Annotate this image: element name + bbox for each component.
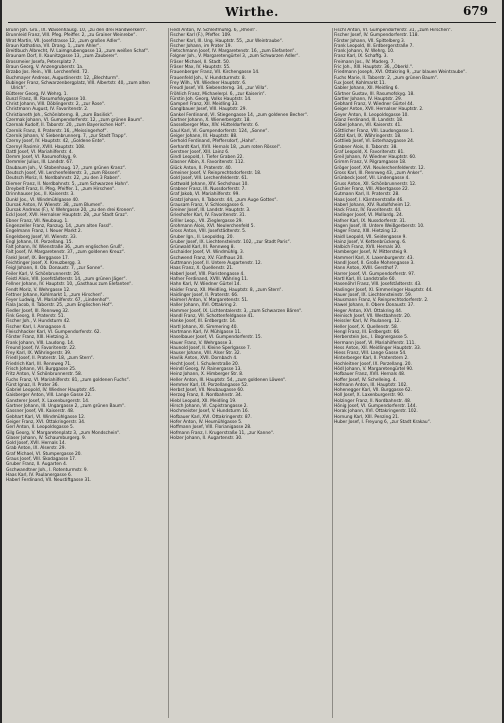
directory-entry: Greiner Josef, III. Landstr. Hauptstr. 3. <box>170 208 251 214</box>
directory-entry: Hammer Josef, IX. Lichtentalerstr. 3, „zum Schwarzen Bären“. <box>170 308 303 314</box>
directory-entry: Ganglbauer Josef, VIII. Hauptstr. 29. <box>170 107 247 113</box>
directory-entry: Dunkl Jos., VI. Windmühlgasse 40. <box>6 197 80 203</box>
directory-entry: Glück Anton, II. Praterstr. 40. <box>170 165 233 171</box>
directory-entry: Hinterberger Karl, II. Praterstern 2. <box>334 356 409 362</box>
directory-entry: Feiler Karl, V. Schönbrunnerstr. 26. <box>6 271 81 277</box>
directory-entry: Fischer Karl (F.), Pfeffer. 109. <box>170 33 232 39</box>
directory-entry: Gartner Johann, III. Ungargasse 2, „zum grünen Baum“. <box>6 404 126 410</box>
directory-entry: Czernik Franz, II. Praterstr. 16, „Meissingerhof“. <box>6 128 108 134</box>
directory-entry: Christmann August, IV. Favoritenstr. 2. <box>6 107 89 113</box>
directory-entry: Fuchs Marie, II. Taborstr. 2, „zum grünen Baum“. <box>334 75 439 81</box>
directory-entry: Göbel Johann, VII. Kaiserstr. 41. <box>334 123 402 129</box>
directory-entry: Fink Georg, II. Praterstr. 51. <box>6 314 65 320</box>
directory-entry: Graf Michael, VI. Stumpergasse 20. <box>6 451 82 457</box>
directory-entry: Gröger Josef, XVI. Neulerchenfelderstr. 12. <box>334 165 425 171</box>
directory-entry: Holl Josef, X. Laxenburgerstr. 90. <box>334 393 405 399</box>
directory-entry: Hagen Josef, III. Untere Weißgerberstr. 10. <box>334 223 425 229</box>
directory-entry: Gartler Johann, IV. Hauptstr. 29. <box>334 96 403 102</box>
directory-entry: Frank Johann, IV. Wehrg. 10. <box>334 49 395 55</box>
directory-entry: Frey Karl, IX. Währingerstr. 39. <box>6 351 72 357</box>
directory-entry: Heinz Johann, X. Himberger Str. 8. <box>170 372 244 378</box>
directory-entry: Fischer Josef, IV. Gumpendorferstr. 118. <box>334 33 419 39</box>
directory-entry: Deutsch Josef, VII. Lerchenfelderstr. 3, „zum Rösserl“. <box>6 171 122 177</box>
directory-entry: Engelmann Franz, I. Neuer Markt 2. <box>6 229 83 235</box>
directory-entry: Göttlicher Franz, VIII. Laudongasse 1. <box>334 128 415 134</box>
directory-entry: Frank Johann, VIII. Laudong. 14. <box>6 340 75 346</box>
directory-entry: Feistl Alois, VIII. Josefstädterstr. 14, „zum grünen Jäger“. <box>6 276 127 282</box>
directory-entry: Gerhold Ferdinand, Pfeffersdorf, „Hahn“. <box>170 139 257 145</box>
directory-entry: Gruss Anton, XII. Schönbrunnerstr. 12. <box>334 181 417 187</box>
directory-entry: Hofbauer Karl, XVI. Ottakringerstr. 87. <box>170 414 252 420</box>
directory-entry: Fischer Johann, im Prater 19. <box>170 43 232 49</box>
directory-entry: Haslinger Josef, XI. Simmeringer Hauptstr. 44. <box>334 287 433 293</box>
directory-entry: Heinisch Josef, VII. Westbahnstr. 20. <box>334 314 412 320</box>
directory-entry: Horak Johann, XVI. Ottakringerstr. 102. <box>334 409 418 415</box>
directory-entry: Freimann Jos., IV. Maderg. 7. <box>334 59 395 65</box>
directory-entry: Fux Josef, Kohlmarkt 11. <box>334 80 386 86</box>
directory-entry: Hartmann Karl, IV. Mühlgasse 11. <box>170 329 242 335</box>
directory-entry: Hainz Josef, V. Kettenbrückeng. 6. <box>334 239 407 245</box>
directory-entry: Ebner Franz, VII. Neubaug. 1. <box>6 218 69 224</box>
directory-entry: Fräser Max, IV. Hauptstr. 55. <box>170 65 231 71</box>
directory-entry: Hartl Karl, III. Landstraße 60. <box>334 276 396 282</box>
directory-entry: Fiedler Josef, III. Rennweg 32. <box>6 308 70 314</box>
directory-entry: Handl Franz, VII. Schottenfeldgasse 41. <box>170 314 255 320</box>
directory-entry: Hasenöhrl Franz, VIII. Josefstädterstr. 43. <box>334 282 422 288</box>
directory-entry: Dattl Josef, VI. Mariahilferstr. 4. <box>6 149 73 155</box>
directory-entry: Freund Josef, IV. Favoritenstr. 22. <box>6 345 77 351</box>
directory-entry: Gaul Karl, VI. Gumpendorferstr. 124, „Sonne“. <box>170 128 269 134</box>
directory-entry: Frank Leopold, III. Erdbergerstraße 7. <box>334 43 414 49</box>
directory-entry: Fürstin Joh. Georg, Volks Hauptstr. 14. <box>170 96 252 102</box>
directory-entry: Hager Franz, XIII. Hietzing 12. <box>334 229 398 235</box>
directory-entry: Fettner Johann, Kohlmarkt 1, „zum Hirschen“. <box>6 292 104 298</box>
directory-entry: Glanz Ferdinand, III. Landstr. 18. <box>334 118 404 124</box>
directory-entry: Engl Johann, IX. Porzellang. 15. <box>6 239 73 245</box>
directory-entry: Geiger Anton, XVII. Hernalser Hauptstr. 2. <box>334 107 424 113</box>
directory-entry: Hess Anton, XII. Meidlinger Hauptstr. 33. <box>334 345 422 351</box>
header-rule <box>8 22 496 23</box>
directory-entry: Hafner Karl, IX. Nussdorferstr. 31. <box>334 218 407 224</box>
directory-entry: Breitlbuch Albrecht, IV. Laimgrubengasse 13, „zum weißen Schaf“. <box>6 49 150 55</box>
directory-entry: Glaser Johann, IV. Schaumburgerg. 9. <box>6 435 87 441</box>
directory-entry: Demm Josef, VI. Rasumofskyg. 9. <box>6 155 78 161</box>
column-1 <box>6 28 166 718</box>
directory-entry: Fischer Karl, I. Annagasse 4. <box>6 324 67 330</box>
directory-entry: Havlik Anton, XVII. Dornbach 4. <box>170 356 238 362</box>
directory-entry: Gartner Johann, X. Wienerbergstr. 18. <box>170 118 251 124</box>
directory-entry: Gratzl Johann, II. Taborstr. 44, „zum Auge Gottes“. <box>170 197 278 203</box>
directory-entry: Fiala Jacob, II. Taborstr. 25, „zum Englischen Hof“. <box>6 303 114 309</box>
directory-entry: Hiebl Leopold, XII. Meidling 19. <box>170 398 237 404</box>
directory-entry: Buchmayer Andreas, Augustinerstr. 12, „Blechturm“. <box>6 75 120 81</box>
directory-entry: Folgner Joh., V. Margaretengürtel 3, „zum Schwarzen Adler“. <box>170 54 300 60</box>
directory-entry: Czerny Josef, IV. Hauptstr. 42, „Goldene Ente“. <box>6 139 106 145</box>
directory-entry: Gross Karl, III. Rennweg 43, „zum Anker“. <box>334 171 424 177</box>
directory-entry: Gruber Franz, II. Augarten 4. <box>6 462 68 468</box>
directory-entry: Fellner Johann, IV. Hauptstr. 10, „Gasthaus zum Elefanten“. <box>6 282 133 288</box>
directory-entry: Hann Anton, XVIII. Gersthof 7. <box>334 266 399 272</box>
directory-entry: Fischer Karl, III. Ung. Hauptstr. 55, „zur Weintraube“. <box>170 38 284 44</box>
directory-entry: Haider Franz, XII. Meidling, Hauptstr. 8, „zum Stern“. <box>170 287 283 293</box>
directory-entry: Fleischhacker Karl, VI. Gumpendorferstr. 62. <box>6 329 101 335</box>
directory-entry: Haidl Leopold, VII. Seidengasse 9. <box>334 234 407 240</box>
directory-entry: Falt Johann, IV. Wienstraße 36, „zum englischen Gruß“. <box>6 245 124 251</box>
directory-entry: Grohmann Alois, XVI. Neulerchenfeld 5. <box>170 223 255 229</box>
directory-entry: Gilg Georg, V. Margaretenplatz 3, „zum Mondschein“. <box>6 430 121 436</box>
directory-entry: Grieshofer Karl, IV. Favoritenstr. 31. <box>170 213 247 219</box>
directory-entry: Franz Karl, IX. Schaffg. 3. <box>334 54 388 60</box>
directory-entry: Gamperl Franz, XII. Meidling 33. <box>170 102 239 108</box>
directory-entry: Gottlieb Josef, VI. Esterhazygasse 24. <box>334 139 415 145</box>
directory-entry: Gold Josef, XVII. Hernals 14. <box>6 441 66 447</box>
directory-entry: Frisch Johann, VII. Burggasse 25. <box>6 367 77 372</box>
directory-entry: Hofmann Anton, III. Hauptstr. 102. <box>334 382 408 388</box>
directory-entry: Förster Franz, XIII. Hietzing 3. <box>6 335 70 341</box>
column-3 <box>334 28 494 718</box>
directory-entry: Haberl Josef, VIII. Piaristengasse 4. <box>170 271 245 277</box>
directory-entry: Haselbauer Josef, VI. Gumpendorferstr. 15. <box>170 335 263 341</box>
directory-entry: Bunzl Franz, III. Rasumofskygasse 10. <box>6 96 87 102</box>
directory-entry: Heller Josef, X. Quellenstr. 58. <box>334 324 399 330</box>
directory-entry: Hohenegger Karl, VII. Burggasse 62. <box>334 388 412 394</box>
directory-entry: Hermann Josef, VI. Mariahilferstr. 111. <box>334 340 416 346</box>
page-title: Wirthe. <box>225 5 279 19</box>
directory-entry: Hack Franz, IV. Favoritenstr. 44. <box>334 208 402 214</box>
directory-entry: Hawel Johann, II. Obere Donaustr. 37. <box>334 303 415 309</box>
directory-entry: Grabner Franz, IX. Nussdorferstr. 7. <box>170 186 246 192</box>
directory-entry: Gindl Leopold, I. Tiefer Graben 22. <box>170 155 244 161</box>
directory-entry: Braunam Dorf, II. Kaunitzgasse 13, „zum Zauberer“. <box>6 54 119 60</box>
directory-entry: Frauenfeld Joh., V. Hundsturmstr. 8. <box>170 75 246 81</box>
directory-entry: Haimerl Anton, V. Margaretenstr. 51. <box>170 298 249 304</box>
directory-entry: Falt Josef, IV. Margaretenstr. 37, „zum goldenen Kreuz“. <box>6 250 126 256</box>
directory-entry: Heindl Georg, IV. Rainergasse 13. <box>170 367 242 372</box>
directory-entry: Engenzeller Franz, Ranzug. 14, „zum alten Fassl“. <box>6 223 113 229</box>
directory-entry: Grünwald Karl, III. Rennweg 8. <box>170 245 235 251</box>
directory-entry: Gebhart Karl, VI. Windmühlgasse 12. <box>6 414 86 420</box>
directory-entry: Grabner Alois, II. Taborstr. 38. <box>334 144 398 150</box>
directory-entry: Hödl Johann, V. Margaretengürtel 90. <box>334 367 414 372</box>
directory-entry: Haller Johann, XVI. Ottakring 2. <box>170 303 238 309</box>
directory-entry: Herbst Josef, VII. Neubaugasse 60. <box>170 388 245 394</box>
directory-entry: Brunn Joh. Gro., IX. Waisenhausg. 10, „zu den drei Handwerkern“. <box>6 28 148 33</box>
directory-entry: Hoffmann Josef, VIII. Florianigasse 28. <box>170 425 252 431</box>
directory-entry: Holzinger Franz, II. Nordbahnstr. 48. <box>334 398 412 404</box>
directory-entry: Hirsch Johann, VI. Capistrangasse 2. <box>170 404 248 410</box>
column-2 <box>170 28 330 718</box>
column-divider <box>332 28 333 718</box>
directory-entry: Herberstein Jos., I. Bognergasse 5. <box>334 335 409 341</box>
directory-entry: Fischer Joh., V. Hundsturm 42. <box>6 319 71 325</box>
directory-entry: Greil Johann, IV. Wiedner Hauptstr. 60. <box>334 155 417 161</box>
directory-entry: Hecht Josef, I. Schulerstraße 20. <box>170 361 240 367</box>
directory-entry: Huber Josef, I. Freyung 6, „zur Stadt Krakau“. <box>334 419 432 425</box>
directory-entry: Graf Jakob, VI. Mariahilferstr. 99. <box>170 192 240 198</box>
directory-entry: Haas Josef, I. Kärntnerstraße 46. <box>334 197 404 203</box>
directory-entry: Heger Anton, XVI. Ottakring 44. <box>334 308 403 314</box>
directory-entry: Hoffer Josef, IV. Schelleing. 4. <box>334 377 397 383</box>
directory-entry: Gaisberger Anton, VIII. Lange Gasse 22. <box>6 393 92 399</box>
directory-entry: Heissler Karl, IV. Paulanerg. 12. <box>334 319 401 325</box>
directory-entry: Hausmann Franz, V. Reinprechtsdorferstr. 2. <box>334 298 429 304</box>
directory-entry: Fric Joh., XIII. Hauptstr. 36, „Oberkl.“. <box>334 65 414 71</box>
directory-entry: Diemer Franz, II. Nordbahnstr. 5, „zum Schwarzen Hahn“. <box>6 181 130 187</box>
directory-entry: Haberl Johann, XIV. Rudolfsheim 12. <box>334 202 412 208</box>
directory-entry: Gebhard Franz, V. Wiedner Gürtel 44. <box>334 102 414 108</box>
directory-entry: Czernik Johann, V. Siebenbrunnerg. 7, „zur Stadt Trapp“. <box>6 133 128 139</box>
directory-entry: Herzog Franz, II. Nordbahnstr. 34. <box>170 393 243 399</box>
directory-entry: Brzabo Jos. Rein., VIII. Lerchenfeld. 72. <box>6 70 89 76</box>
directory-columns <box>6 28 498 718</box>
directory-entry: Demmler Julius, III. Landstr. 67. <box>6 160 74 166</box>
directory-entry: Hanke Josef, III. Erdbergstr. 14. <box>170 319 237 325</box>
directory-entry: Friedmann Joseph, XVI. Ottakring 9, „zur blauen Weintraube“. <box>334 70 467 76</box>
directory-entry: Harrer Josef, VI. Gumpendorferstr. 97. <box>334 271 416 277</box>
directory-entry: Förster Johann, VII. Spittelberg 3. <box>334 38 406 44</box>
directory-entry: Holzer Johann, II. Augartenstr. 30. <box>170 435 243 441</box>
directory-entry: Czernyl Rasimir, XVIII. Hauptstr. 108. <box>6 144 86 150</box>
directory-entry: Friedrich Karl, III. Rennweg 71. <box>6 361 72 367</box>
directory-entry: Fritz Anton, V. Schönbrunnerstr. 58. <box>6 372 83 378</box>
directory-entry: Halbich Franz, XVII. Hernals 30. <box>334 245 402 251</box>
directory-entry: Gankel Ferdinand, VI. Stiegengasse 14, „zum goldenen Becher“. <box>170 112 309 118</box>
directory-entry: Gschaider Josef, VI. Windmühlg. 3. <box>170 250 245 256</box>
directory-entry: Gerstner Josef, XIII. Lainz 6. <box>170 149 230 155</box>
directory-entry: Götzl Karl, IX. Währingerstr. 18. <box>334 133 402 139</box>
directory-entry: Gutmann Karl, II. Praterstr. 28. <box>334 192 400 198</box>
directory-entry: Bubinger Franz, Schwarzenbergplatz, VIII. Albertstr. 40, „zum alten Ulrich“. <box>6 80 150 92</box>
directory-entry: Hauer Franz, V. Wehrgasse 3. <box>170 340 233 346</box>
directory-entry: Friedl Josef, II. Praterstr. 18, „zum Stern“. <box>6 356 95 362</box>
directory-entry: Dreybelt Franz, II. Pfeg. Pfeiffer. 1, „zum Hirschen“. <box>6 186 116 192</box>
directory-entry: Fuchs Franz, VI. Mariahilferstr. 81, „zum goldenen Fuchs“. <box>6 377 131 383</box>
directory-entry: Fröhlich Franz, Michaelerpl. 6, „zur Kaiserin“. <box>170 91 267 97</box>
directory-entry: Drinnhauser Jos., II. Kaiserstr. 3. <box>6 192 75 198</box>
directory-entry: Hengl Franz, III. Erdbergstr. 66. <box>334 329 401 335</box>
directory-entry: Christ Johann, VIII. Döblingerstr. 2, „zur Rose“. <box>6 102 106 108</box>
directory-entry: Gold Josef, VIII. Lerchenfelderstr. 61. <box>170 176 249 182</box>
directory-entry: Daubaum Joh., V. Stobenhaug. 17, „zum grünen Kranz“. <box>6 165 127 171</box>
directory-entry: Handl Josef, II. Große Mohrengasse 3. <box>334 261 415 267</box>
directory-entry: Glasner Albin, X. Favoritenstr. 112. <box>170 160 245 166</box>
directory-entry: Hornung Karl, XIII. Penzing 21. <box>334 414 400 420</box>
directory-entry: Gschwandtner Joh., I. Rotenturmstr. 9. <box>6 467 89 473</box>
directory-entry: Hönig Josef, VI. Gumpendorferstr. 144. <box>334 404 417 410</box>
directory-entry: Fräser Michael, II. Stadt. 50. <box>170 59 231 65</box>
directory-entry: Feyer Ludwig, VI. Mariahilferstr. 67, „Lindenhof“. <box>6 298 111 304</box>
directory-entry: Gschwend Franz, XV. Fünfhaus 20. <box>170 255 244 261</box>
directory-entry: Grimm Franz, V. Pilgramgasse 18. <box>334 160 407 166</box>
directory-entry: Graf Leopold, X. Favoritenstr. 81. <box>334 149 405 155</box>
directory-entry: Brunnleid Franz, VIII. Pfeg. Pfeiffer. 2, „zu Grainer Weinrebe“. <box>6 33 137 39</box>
directory-entry: Deutsch Moriz, II. Nordbahnstr. 22, „zu den 3 Raben“. <box>6 176 121 182</box>
directory-entry: Grab Anton, IX. Alserstr. 29. <box>6 446 66 452</box>
directory-entry: Haidinger Josef, II. Praterstr. 66. <box>170 292 239 298</box>
page-number: 679 <box>462 4 488 18</box>
directory-entry: Grünbeck Josef, VII. Lindengasse 4. <box>334 176 410 182</box>
directory-entry: Dursak Anton, IV. Wienstr. 38, „zum Blumen“. <box>6 202 104 208</box>
directory-entry: Hadinger Josef, VI. Mollardg. 24. <box>334 213 404 219</box>
directory-entry: Hochleitner Josef, IX. Porzellang. 20. <box>334 361 412 367</box>
directory-entry: Hofbauer Franz, XVII. Hernals 48. <box>334 372 406 378</box>
directory-entry: Hammerl Karl, X. Laxenburgerstr. 43. <box>334 255 414 261</box>
directory-entry: Hamberger Josef, IV. Mittersteig 9. <box>334 250 408 256</box>
column-divider <box>168 28 169 718</box>
directory-entry: Dursak Andreas (F.), V. Wehrgasse 20, „zu den drei Kronen“. <box>6 208 136 214</box>
directory-entry: Czernak Rudolf, II. Taborstr. 20, „zum Bayerischen Hof“. <box>6 123 126 129</box>
directory-entry: Gruber Josef, IX. Liechtensteinstr. 102, „zur Stadt Paris“. <box>170 239 292 245</box>
directory-entry: Fendt Moriz, V. Wehrgasse 12. <box>6 287 71 293</box>
directory-entry: Feichtinger Josef, X. Kreuzbergg. 3. <box>6 261 82 267</box>
directory-entry: Heller Anton, III. Hauptstr. 54, „zum goldenen Löwen“. <box>170 377 287 383</box>
directory-entry: Hiess Franz, VIII. Lange Gasse 54. <box>334 351 407 357</box>
directory-entry: Gassner Josef, VII. Kaiserstr. 48. <box>6 409 75 415</box>
directory-entry: Guttmann Josef, II. Untere Augartenstr. 12. <box>170 261 262 267</box>
directory-entry: Fischl Anton, VI. Gumpendorferstr. 31, „zum Hirschen“. <box>334 28 453 33</box>
directory-entry: Hauer Josef, IX. Liechtensteinstr. 59. <box>334 292 413 298</box>
scan-edge-left <box>0 0 2 723</box>
directory-entry: Gruber Ign., II. Leopoldsg. 20. <box>170 234 234 240</box>
directory-entry: Engelsberg Josef, VI. Wienstr. 33. <box>6 234 77 240</box>
directory-entry: Graus Josef, VIII. Skodagasse 17. <box>6 457 77 463</box>
directory-entry: Hofmann Franz, I. Krugerstraße 11, „zur Kanne“. <box>170 430 275 436</box>
directory-entry: Gross Anton, VIII. Josefstädterstr. 5. <box>170 229 247 235</box>
directory-entry: Hofer Anton, IV. Heumühlgasse 5. <box>170 419 243 425</box>
directory-entry: Gansterer Josef, X. Laxenburgerstr. 14. <box>6 398 90 404</box>
directory-entry: Eckl Josef, XVII. Hernalser Hauptstr. 28, „zur Stadt Graz“. <box>6 213 129 219</box>
directory-entry: Haas Karl, IV. Paulanergasse 6. <box>6 472 73 478</box>
directory-entry: Hartl Johann, XI. Simmering 40. <box>170 324 238 330</box>
directory-entry: Christianeth Joh., Schönlaterng. 8, „zum Basilisk“. <box>6 112 114 118</box>
directory-entry: Geiger Franz, XVI. Ottakringerstr. 34. <box>6 419 86 425</box>
directory-entry: Brossmeier Josefa, Petersplatz 7. <box>6 59 77 65</box>
directory-entry: Feigl Johann, II. Ob. Donaustr. 7, „zur Sonne“. <box>6 266 104 272</box>
directory-entry: Fiedl Anton, IV. Schleifmühlg. 6, „Rhein“. <box>170 28 257 33</box>
directory-entry: Geyer Anton, II. Leopoldsgasse 10. <box>334 112 409 118</box>
directory-entry: Grausam Franz, V. Schlossgasse 6. <box>170 202 245 208</box>
directory-entry: Gasselberger Max, XIV. Hütteldorferstr. 6. <box>170 123 260 129</box>
directory-entry: Hochmeister Josef, V. Hundsturm 16. <box>170 409 249 415</box>
directory-entry: Wrat Martin, VII. Josefstrasse 12, „zum großen Adler“. <box>6 38 122 44</box>
directory-entry: Gschier Franz, VIII. Albertgasse 22. <box>334 186 410 192</box>
directory-entry: Frey Wilh., VII. Wiedner Hauptstr. 6. <box>170 80 247 86</box>
directory-entry: Fürst Ignaz, II. Prater 36. <box>6 382 59 388</box>
directory-entry: Gerl Anton, II. Leopoldsgasse 5. <box>6 425 75 431</box>
directory-entry: Czermak Johann, VI. Gumpendorferstr. 12, „zum grünen Baum“. <box>6 118 144 124</box>
directory-entry: Gabriel Leopold, IV. Wiedner Hauptstr. 45. <box>6 388 96 394</box>
directory-entry: Gmeiner Josef, V. Reinprechtsdorferstr. 18. <box>170 171 262 177</box>
directory-entry: Braun Georg, V. Anzengruberstr. 1a. <box>6 65 84 71</box>
directory-entry: Haunold Josef, II. Kleine Sperlgasse 7. <box>170 345 252 351</box>
directory-entry: Hahn Karl, IV. Wiedner Gürtel 14. <box>170 282 241 288</box>
directory-entry: Fankl Josef, IX. Berggasse 17. <box>6 255 70 261</box>
directory-entry: Haas Franz, X. Quellenstr. 21. <box>170 266 234 272</box>
directory-entry: Griller Leop., VII. Zieglergasse 29. <box>170 218 243 224</box>
directory-entry: Fletschmann Josef, IV. Margaretenstr. 16, „zum Elefanten“. <box>170 49 296 55</box>
directory-entry: Braun Kathatina, VII. Drang. 1, „zum Ahler“. <box>6 43 101 49</box>
directory-entry: Hafner Ferdinand, XVIII. Währing 11. <box>170 276 249 282</box>
directory-entry: Gottwald Johann, XIV. Sechshaus 10. <box>170 181 249 187</box>
directory-entry: Haberl Ferdinand, VII. Neustiftgasse 31. <box>6 478 92 484</box>
directory-entry: Hemmer Karl, IX. Porzellangasse 52. <box>170 382 249 388</box>
directory-entry: Frauenberger Franz, VII. Kirchengasse 14. <box>170 70 260 76</box>
directory-entry: Bütterer Georg, IV. Wehrg. 1. <box>6 91 68 97</box>
directory-entry: Freudl Josef, VII. Siebensterng. 34, „zur Villa“. <box>170 86 269 92</box>
directory-entry: Gärtner Gustav, III. Rasumofskyg. 18. <box>334 91 415 97</box>
directory-entry: Gerhardt Karl, XVII. Hernals 18, „zum roten Rössel“. <box>170 144 282 150</box>
directory-entry: Geiger Johann, III. Hauptstr. 88. <box>170 133 238 139</box>
directory-entry: Gabler Johann, XII. Meidling 6. <box>334 86 399 92</box>
directory-entry: Hauser Johann, VIII. Alser Str. 32. <box>170 351 242 357</box>
